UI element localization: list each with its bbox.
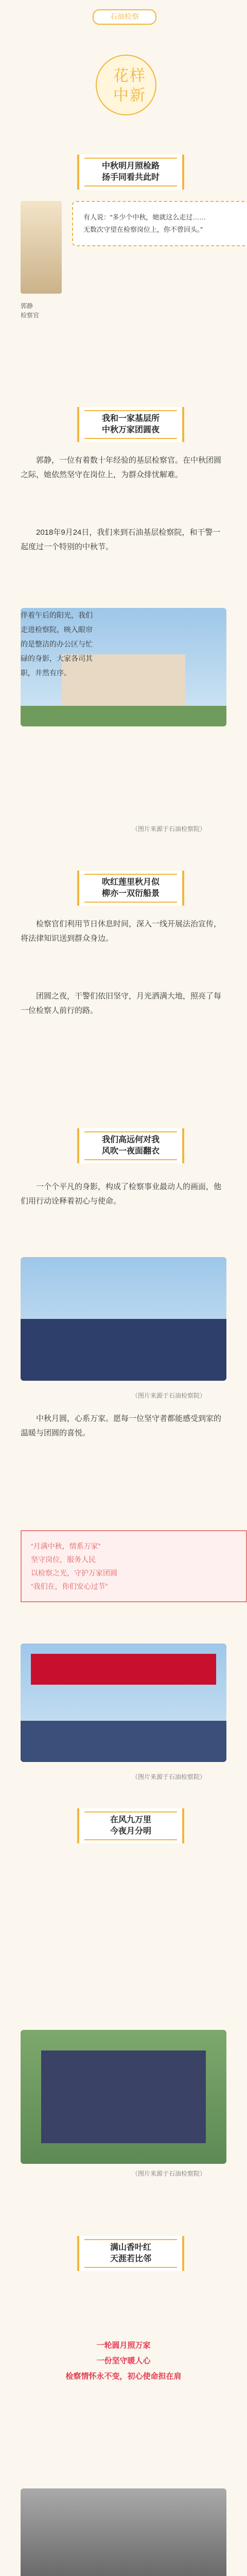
photo-flag bbox=[21, 1643, 226, 1762]
intro-quote: 有人说：“多少个中秋，她就这么走过…… 无数次守望在检察岗位上，你不曾回头。” bbox=[72, 201, 247, 246]
logo-char-2: 样 bbox=[130, 67, 145, 84]
section-title-1: 中秋明月照检路 扬手同看共此时 bbox=[77, 155, 184, 190]
article-tag: 石油检察 bbox=[93, 9, 156, 25]
photo-caption: （图片来源于石油检察院） bbox=[131, 2170, 206, 2177]
section-title-5: 在风九万里 今夜月分明 bbox=[77, 1808, 184, 1843]
photo-caption: （图片来源于石油检察院） bbox=[131, 1773, 206, 1781]
photo-caption: （图片来源于石油检察院） bbox=[131, 1392, 206, 1399]
section-title-2: 我和一家基层所 中秋万家团圆夜 bbox=[77, 407, 184, 442]
paragraph-aside: 伴着午后的阳光，我们走进检察院，映入眼帘的是整洁的办公区与忙碌的身影，大家各司其职，井然有序。 bbox=[21, 611, 93, 677]
paragraph: 团圆之夜，干警们依旧坚守，月光洒满大地，照亮了每一位检察人前行的路。 bbox=[21, 992, 222, 1015]
highlight-line-3: 检察情怀永不变，初心使命担在肩 bbox=[65, 2372, 182, 2381]
highlight-line-1: 一轮圆月照万家 bbox=[96, 2341, 151, 2350]
paragraph: 郭静，一位有着数十年经验的基层检察官。在中秋团圆之际，她依然坚守在岗位上，为群众排忧解难。 bbox=[21, 456, 222, 479]
paragraph: 2018年9月24日，我们来到石油基层检察院，和干警一起度过一个特别的中秋节。 bbox=[21, 528, 221, 551]
photo-group bbox=[21, 1257, 226, 1381]
logo-char-4: 新 bbox=[130, 87, 145, 104]
logo-char-3: 中 bbox=[113, 87, 129, 104]
photo-officers bbox=[21, 2488, 226, 2576]
author-role: 检察官 bbox=[21, 312, 40, 319]
photo-caption: （图片来源于石油检察院） bbox=[131, 825, 206, 833]
author-name: 郭静 bbox=[21, 302, 33, 310]
highlight-line-2: 一份坚守暖人心 bbox=[96, 2357, 151, 2365]
logo-char-1: 花 bbox=[113, 67, 129, 84]
person-photo bbox=[21, 201, 62, 294]
pink-quote-box: “月满中秋，情系万家” 坚守岗位，服务人民 以检察之光，守护万家团圆 “我们在，你们安心过节” bbox=[21, 1530, 247, 1602]
paragraph: 一个个平凡的身影，构成了检察事业最动人的画面，他们用行动诠释着初心与使命。 bbox=[21, 1182, 222, 1206]
photo-meeting bbox=[21, 2030, 226, 2164]
section-title-6: 满山香叶红 天涯若比邻 bbox=[77, 2236, 184, 2271]
paragraph: 中秋月圆，心系万家。愿每一位坚守者都能感受到家的温暖与团圆的喜悦。 bbox=[21, 1414, 222, 1437]
mid-autumn-logo bbox=[87, 49, 165, 118]
section-title-4: 我们高远何对我 风吹一夜面翻衣 bbox=[77, 1128, 184, 1163]
section-title-3: 吹红莲里秋月似 柳亦一双衍船景 bbox=[77, 871, 184, 906]
paragraph: 检察官们利用节日休息时间，深入一线开展法治宣传，将法律知识送到群众身边。 bbox=[21, 920, 222, 943]
